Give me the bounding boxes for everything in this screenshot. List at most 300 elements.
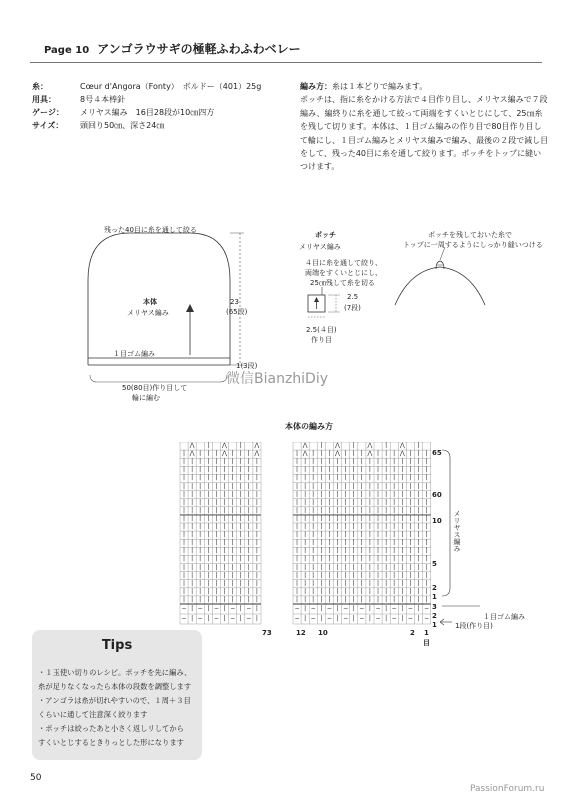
- stitch-symbol: |: [376, 523, 380, 530]
- stitch-symbol: |: [199, 563, 202, 571]
- stitch-symbol: |: [409, 547, 412, 555]
- stitch-symbol: |: [182, 595, 186, 603]
- stitch-symbol: |: [336, 531, 339, 539]
- stitch-symbol: |: [312, 579, 315, 587]
- stitch-symbol: |: [376, 587, 380, 595]
- stitch-symbol: |: [207, 514, 210, 522]
- stitch-symbol: |: [191, 547, 194, 555]
- stitch-symbol: ⋀: [189, 450, 195, 458]
- stitch-symbol: |: [215, 539, 218, 547]
- stitch-symbol: |: [191, 482, 194, 490]
- stitch-symbol: |: [344, 547, 347, 555]
- stitch-symbol: |: [191, 498, 194, 506]
- direction-arrow-head: [186, 304, 194, 312]
- stitch-symbol: |: [320, 523, 323, 530]
- stitch-symbol: |: [247, 523, 250, 530]
- stitch-symbol: |: [360, 466, 363, 474]
- stitch-symbol: |: [360, 587, 363, 595]
- stitch-symbol: |: [231, 514, 234, 522]
- stitch-symbol: |: [207, 506, 210, 514]
- stitch-symbol: |: [223, 490, 226, 498]
- stitch-symbol: |: [328, 579, 331, 587]
- stitch-symbol: ⋀: [254, 442, 260, 449]
- stitch-symbol: |: [401, 605, 404, 612]
- stitch-symbol: |: [247, 531, 250, 539]
- stitch-symbol: |: [336, 466, 339, 474]
- stitch-symbol: |: [401, 506, 404, 514]
- stitch-symbol: −: [197, 605, 203, 612]
- stitch-symbol: |: [247, 595, 250, 603]
- stitch-symbol: |: [360, 514, 363, 522]
- stitch-symbol: |: [376, 498, 380, 506]
- stitch-symbol: |: [231, 506, 234, 514]
- stitch-symbol: |: [231, 523, 234, 530]
- stitch-symbol: |: [312, 539, 315, 547]
- stitch-symbol: |: [360, 571, 363, 579]
- stitch-symbol: |: [401, 579, 404, 587]
- stitch-symbol: |: [409, 555, 412, 563]
- pom-w: 2.5(４目): [306, 326, 337, 334]
- stitch-symbol: |: [344, 474, 347, 482]
- stitch-symbol: |: [191, 514, 194, 522]
- stitch-symbol: |: [417, 531, 420, 539]
- stitch-symbol: |: [393, 539, 396, 547]
- stitch-symbol: |: [215, 514, 218, 522]
- stitch-symbol: |: [409, 450, 412, 458]
- stitch-symbol: |: [182, 474, 186, 482]
- stitch-symbol: |: [295, 498, 299, 506]
- stitch-symbol: |: [231, 595, 234, 603]
- stockinette-label: メリヤス編み: [453, 510, 461, 552]
- stitch-symbol: |: [385, 498, 388, 506]
- stitch-symbol: |: [247, 547, 250, 555]
- stitch-symbol: |: [328, 587, 331, 595]
- stitch-symbol: |: [255, 490, 258, 498]
- stitch-symbol: |: [409, 458, 412, 466]
- stitch-symbol: |: [207, 547, 210, 555]
- stitch-symbol: |: [393, 474, 396, 482]
- stitch-symbol: −: [181, 605, 187, 612]
- stitch-symbol: |: [207, 523, 210, 530]
- stitch-symbol: |: [393, 595, 396, 603]
- stitch-symbol: |: [320, 514, 323, 522]
- knitting-instructions: [300, 80, 550, 174]
- stitch-symbol: |: [409, 523, 412, 530]
- row-label-65: 65: [432, 449, 442, 457]
- stitch-symbol: |: [336, 506, 339, 514]
- stitch-symbol: |: [328, 547, 331, 555]
- stitch-symbol: |: [360, 531, 363, 539]
- stitch-symbol: |: [417, 539, 420, 547]
- stitch-symbol: |: [304, 490, 307, 498]
- stitch-symbol: −: [213, 615, 219, 622]
- stitch-symbol: ⋀: [302, 450, 308, 458]
- title-rule: [30, 62, 542, 63]
- stitch-symbol: |: [393, 531, 396, 539]
- stitch-symbol: |: [336, 514, 339, 522]
- stitch-symbol: ⋀: [189, 442, 195, 449]
- stitch-symbol: |: [304, 571, 307, 579]
- stitch-symbol: |: [247, 482, 250, 490]
- stitch-symbol: |: [385, 531, 388, 539]
- stitch-symbol: |: [393, 458, 396, 466]
- stitch-symbol: |: [368, 571, 371, 579]
- stitch-symbol: |: [376, 579, 380, 587]
- stitch-symbol: |: [344, 490, 347, 498]
- stitch-symbol: |: [223, 571, 226, 579]
- stitch-symbol: |: [393, 587, 396, 595]
- stitch-symbol: |: [247, 458, 250, 466]
- stitch-symbol: |: [344, 539, 347, 547]
- stitch-symbol: |: [344, 523, 347, 530]
- stitch-symbol: |: [385, 539, 388, 547]
- stitch-symbol: |: [376, 571, 380, 579]
- stitch-symbol: |: [247, 579, 250, 587]
- stitch-symbol: −: [343, 615, 349, 622]
- stitch-symbol: |: [393, 563, 396, 571]
- stitch-symbol: |: [215, 563, 218, 571]
- stitch-symbol: |: [304, 547, 307, 555]
- stitch-symbol: |: [368, 595, 371, 603]
- stitch-symbol: |: [255, 563, 258, 571]
- stitch-symbol: |: [401, 523, 404, 530]
- stitch-symbol: |: [320, 466, 323, 474]
- stitch-symbol: |: [368, 506, 371, 514]
- stitch-symbol: |: [312, 555, 315, 563]
- stitch-symbol: |: [191, 523, 194, 530]
- stitch-symbol: |: [207, 563, 210, 571]
- stitch-symbol: |: [312, 490, 315, 498]
- stitch-symbol: |: [239, 514, 242, 522]
- stitch-symbol: |: [295, 531, 299, 539]
- stitch-symbol: −: [424, 605, 430, 612]
- stitch-symbol: |: [344, 514, 347, 522]
- stitch-symbol: |: [409, 482, 412, 490]
- stitch-symbol: |: [199, 539, 202, 547]
- stitch-symbol: |: [255, 595, 258, 603]
- stitch-symbol: |: [417, 466, 420, 474]
- spec-size: サイズ： 頭回り50㎝、深さ24㎝: [32, 121, 165, 130]
- stitch-symbol: |: [223, 531, 226, 539]
- stitch-symbol: |: [352, 605, 355, 612]
- pom-name: ポッチ: [315, 231, 336, 239]
- col-label-1: 1: [424, 629, 429, 637]
- stitch-symbol: ⋀: [399, 450, 405, 458]
- body-stitch: メリヤス編み: [127, 309, 169, 317]
- stitch-symbol: |: [199, 466, 202, 474]
- body-name: 本体: [143, 298, 157, 306]
- stitch-symbol: |: [199, 579, 202, 587]
- stitch-symbol: |: [401, 587, 404, 595]
- body-height: 23: [230, 298, 239, 306]
- stitch-symbol: ⋀: [222, 442, 227, 449]
- stitch-symbol: |: [199, 555, 202, 563]
- stitch-symbol: |: [295, 466, 299, 474]
- body-top-note: 残った40目に糸を通して絞る: [104, 226, 197, 234]
- stitch-symbol: |: [312, 595, 315, 603]
- pattern-title: アンゴラウサギの極軽ふわふわベレー: [97, 42, 301, 56]
- stitch-symbol: |: [247, 571, 250, 579]
- stitch-symbol: −: [197, 615, 203, 622]
- stitch-symbol: |: [215, 587, 218, 595]
- body-height-rows: (65段): [226, 308, 248, 316]
- stitch-symbol: |: [360, 450, 363, 458]
- method-line: 編み、編終りに糸を通して絞って両端をすくいとじにして、25㎝糸: [300, 108, 543, 118]
- method-line: をして、残った40目に糸を通して絞ります。ポッチをトップに縫い: [300, 149, 542, 159]
- stitch-symbol: |: [344, 531, 347, 539]
- stitch-symbol: |: [417, 482, 420, 490]
- stitch-symbol: |: [320, 490, 323, 498]
- stitch-symbol: −: [181, 615, 187, 622]
- stitch-symbol: |: [360, 539, 363, 547]
- stitch-symbol: |: [368, 458, 371, 466]
- stitch-symbol: |: [328, 498, 331, 506]
- stitch-symbol: |: [336, 547, 339, 555]
- stitch-symbol: |: [336, 539, 339, 547]
- stitch-symbol: |: [215, 506, 218, 514]
- stitch-symbol: |: [401, 490, 404, 498]
- spec-tools: 用具： 8号４本棒針: [32, 95, 126, 104]
- stitch-symbol: |: [304, 555, 307, 563]
- stitch-symbol: |: [255, 531, 258, 539]
- stitch-symbol: |: [231, 466, 234, 474]
- stitch-symbol: −: [407, 615, 413, 622]
- stitch-symbol: |: [191, 458, 194, 466]
- stitch-symbol: |: [425, 498, 428, 506]
- attach-diagram: [390, 245, 490, 310]
- stitch-symbol: |: [207, 482, 210, 490]
- stitch-symbol: |: [231, 587, 234, 595]
- stitch-symbol: |: [360, 458, 363, 466]
- stitch-symbol: |: [215, 458, 218, 466]
- stitch-symbol: |: [320, 605, 323, 612]
- stitch-symbol: |: [376, 514, 380, 522]
- stitch-symbol: |: [191, 571, 194, 579]
- stitch-symbol: |: [239, 547, 242, 555]
- stitch-symbol: |: [368, 563, 371, 571]
- stitch-symbol: |: [191, 531, 194, 539]
- stitch-symbol: |: [239, 587, 242, 595]
- stitch-symbol: |: [352, 474, 355, 482]
- page-title: [44, 40, 301, 57]
- stitch-symbol: |: [417, 450, 420, 458]
- method-line: つけます。: [300, 162, 340, 172]
- stitch-symbol: |: [368, 605, 371, 612]
- stitch-symbol: |: [368, 547, 371, 555]
- stitch-symbol: |: [385, 523, 388, 530]
- stitch-symbol: |: [320, 498, 323, 506]
- stitch-symbol: |: [191, 563, 194, 571]
- stitch-symbol: |: [295, 555, 299, 563]
- stitch-symbol: |: [328, 531, 331, 539]
- stitch-symbol: |: [417, 458, 420, 466]
- stitch-symbol: |: [352, 506, 355, 514]
- stitch-symbol: |: [199, 587, 202, 595]
- stitch-symbol: |: [255, 514, 258, 522]
- stitch-symbol: |: [425, 595, 428, 603]
- stitch-symbol: |: [182, 514, 186, 522]
- stitch-symbol: |: [401, 615, 404, 622]
- site-watermark: PassionForum.ru: [470, 784, 545, 794]
- stitch-symbol: −: [375, 615, 381, 622]
- stitch-symbol: |: [368, 482, 371, 490]
- stitch-symbol: |: [352, 615, 355, 622]
- stitch-symbol: |: [417, 571, 420, 579]
- stitch-symbol: |: [417, 498, 420, 506]
- stitch-symbol: |: [385, 482, 388, 490]
- stitch-symbol: |: [417, 474, 420, 482]
- stitch-symbol: |: [304, 498, 307, 506]
- stitch-symbol: |: [199, 506, 202, 514]
- stitch-symbol: |: [320, 482, 323, 490]
- stitch-symbol: |: [360, 579, 363, 587]
- stitch-symbol: |: [239, 466, 242, 474]
- stitch-symbol: |: [255, 615, 258, 622]
- stitch-symbol: |: [182, 450, 186, 458]
- row-label-rib-2: 2: [432, 612, 437, 620]
- stitch-symbol: |: [401, 595, 404, 603]
- stitch-symbol: |: [312, 587, 315, 595]
- stitch-symbol: |: [385, 605, 388, 612]
- spec-gauge: ゲージ： メリヤス編み 16目28段が10㎝四方: [32, 108, 215, 117]
- pom-stitch: メリヤス編み: [299, 243, 341, 251]
- stitch-symbol: |: [223, 498, 226, 506]
- stitch-symbol: |: [207, 450, 210, 458]
- stitch-symbol: ⋀: [367, 442, 373, 449]
- stitch-symbol: −: [359, 615, 365, 622]
- stitch-symbol: |: [247, 587, 250, 595]
- stitch-symbol: |: [215, 482, 218, 490]
- stitch-symbol: |: [295, 579, 299, 587]
- stitch-symbol: |: [295, 474, 299, 482]
- stitch-symbol: |: [376, 458, 380, 466]
- stitch-symbol: |: [215, 498, 218, 506]
- stitch-symbol: |: [223, 474, 226, 482]
- stitch-symbol: |: [255, 605, 258, 612]
- stitch-symbol: |: [393, 482, 396, 490]
- stitch-symbol: |: [344, 595, 347, 603]
- stitch-symbol: |: [223, 506, 226, 514]
- stitch-symbol: |: [191, 615, 194, 622]
- stitch-symbol: |: [360, 498, 363, 506]
- stitch-symbol: |: [223, 605, 226, 612]
- stitch-symbol: ⋀: [335, 450, 340, 458]
- stitch-symbol: |: [336, 490, 339, 498]
- stitch-symbol: |: [255, 555, 258, 563]
- row-label-1: 1: [432, 593, 437, 601]
- stitch-symbol: |: [376, 555, 380, 563]
- stitch-symbol: |: [385, 450, 388, 458]
- stitch-symbol: |: [417, 555, 420, 563]
- stitch-symbol: |: [393, 579, 396, 587]
- stitch-symbol: |: [336, 571, 339, 579]
- page-label: Page 10: [44, 45, 90, 56]
- stitch-symbol: |: [409, 539, 412, 547]
- stitch-symbol: |: [352, 587, 355, 595]
- stitch-symbol: |: [352, 450, 355, 458]
- stitch-symbol: |: [247, 490, 250, 498]
- stitch-symbol: |: [385, 466, 388, 474]
- stitch-symbol: |: [425, 531, 428, 539]
- stitch-symbol: |: [360, 482, 363, 490]
- stitch-symbol: |: [304, 539, 307, 547]
- stitch-symbol: |: [207, 571, 210, 579]
- stitch-symbol: |: [320, 563, 323, 571]
- stitch-symbol: |: [191, 555, 194, 563]
- stitch-symbol: −: [246, 605, 252, 612]
- stitch-symbol: |: [425, 579, 428, 587]
- stitch-symbol: |: [255, 547, 258, 555]
- stitch-symbol: |: [223, 555, 226, 563]
- watermark: 微信BianzhiDiy: [226, 371, 329, 387]
- stitch-symbol: |: [199, 490, 202, 498]
- stitch-symbol: |: [425, 514, 428, 522]
- stitch-symbol: |: [328, 523, 331, 530]
- stitch-symbol: |: [417, 490, 420, 498]
- stitch-symbol: |: [312, 571, 315, 579]
- bracket: [442, 450, 450, 596]
- stitch-symbol: |: [239, 571, 242, 579]
- stitch-symbol: |: [352, 442, 355, 449]
- stitch-symbol: |: [401, 498, 404, 506]
- stitch-symbol: |: [231, 490, 234, 498]
- stitch-symbol: |: [182, 482, 186, 490]
- stitch-symbol: |: [239, 579, 242, 587]
- stitch-symbol: |: [320, 531, 323, 539]
- stitch-symbol: |: [376, 595, 380, 603]
- pom-note: 25㎝残して糸を切る: [310, 279, 375, 287]
- stitch-symbol: |: [182, 579, 186, 587]
- stitch-symbol: |: [336, 523, 339, 530]
- stitch-symbol: |: [199, 531, 202, 539]
- stitch-symbol: |: [231, 498, 234, 506]
- stitch-symbol: |: [417, 579, 420, 587]
- stitch-symbol: |: [223, 523, 226, 530]
- stitch-symbol: |: [207, 579, 210, 587]
- stitch-symbol: |: [368, 615, 371, 622]
- stitch-symbol: |: [239, 595, 242, 603]
- stitch-symbol: |: [215, 555, 218, 563]
- stitch-symbol: |: [304, 587, 307, 595]
- stitch-symbol: |: [223, 466, 226, 474]
- round-indicator: [90, 375, 227, 382]
- stitch-symbol: |: [393, 523, 396, 530]
- stitch-symbol: |: [376, 450, 380, 458]
- stitch-symbol: |: [385, 506, 388, 514]
- stitch-symbol: |: [393, 555, 396, 563]
- stitch-symbol: |: [385, 555, 388, 563]
- stitch-symbol: |: [239, 450, 242, 458]
- stitch-symbol: |: [385, 547, 388, 555]
- stitch-symbol: |: [295, 490, 299, 498]
- stitch-symbol: |: [336, 498, 339, 506]
- stitch-symbol: |: [304, 482, 307, 490]
- stitch-symbol: |: [376, 547, 380, 555]
- stitch-symbol: |: [336, 615, 339, 622]
- stitch-symbol: |: [247, 514, 250, 522]
- stitch-symbol: |: [239, 615, 242, 622]
- stitch-symbol: |: [239, 458, 242, 466]
- stitch-symbol: |: [247, 450, 250, 458]
- stitch-symbol: |: [223, 514, 226, 522]
- stitch-symbol: |: [239, 474, 242, 482]
- stitch-symbol: |: [312, 506, 315, 514]
- stitch-symbol: −: [230, 605, 236, 612]
- stitch-symbol: |: [182, 506, 186, 514]
- stitch-symbol: |: [360, 595, 363, 603]
- stitch-symbol: |: [247, 555, 250, 563]
- stitch-symbol: ⋀: [399, 442, 405, 449]
